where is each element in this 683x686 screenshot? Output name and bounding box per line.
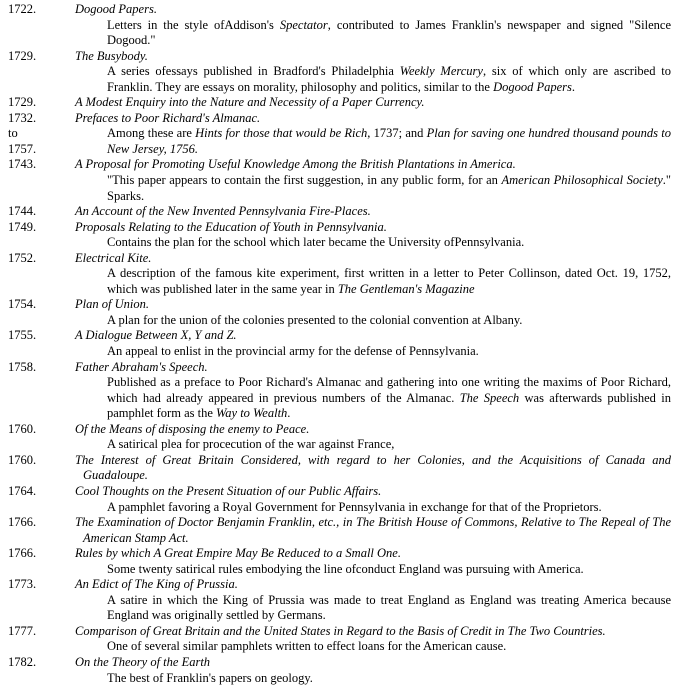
bibliography-entry xyxy=(8,111,671,158)
description-text-segment: , six of which only are ascribed to Franklin. They are essays on morality, philosophy and politics, similar to the xyxy=(107,64,671,94)
bibliography-entry xyxy=(8,328,671,359)
description-text-segment: A description of the famous kite experiment, first written in a letter to Peter Collinson, dated Oct. 19, 1752, which was published later in the same year in xyxy=(107,266,671,296)
work-description xyxy=(107,173,671,204)
work-description xyxy=(107,313,671,329)
entry-content xyxy=(75,453,671,484)
bibliography-entry xyxy=(8,360,671,422)
description-text-segment: A satire in which the King of Prussia was made to treat England as England was treating America because England was originally settled by Germans. xyxy=(107,592,671,623)
entry-year-column xyxy=(8,515,75,531)
bibliography-entry xyxy=(8,484,671,515)
entry-year: 1764. xyxy=(8,483,37,498)
description-text-segment: Some twenty satirical rules embodying the line ofconduct England was pursuing with America. xyxy=(107,561,584,576)
entry-year: 1766. xyxy=(8,546,37,561)
description-text-segment: Letters in the style ofAddison's xyxy=(107,17,280,32)
work-description xyxy=(107,235,671,251)
entry-year: 1754. xyxy=(8,297,37,312)
entry-year-column xyxy=(8,655,75,671)
entry-content xyxy=(75,157,671,204)
bibliography-entry xyxy=(8,49,671,96)
description-text-segment: A pamphlet favoring a Royal Government for Pennsylvania in exchange for that of the Proprietors. xyxy=(107,499,602,514)
description-italic-segment: The Speech xyxy=(459,390,520,405)
description-text-segment: . xyxy=(571,79,576,94)
description-text-segment: , contributed to James Franklin's newspaper and signed "Silence Dogood." xyxy=(107,17,672,48)
entry-content xyxy=(75,204,671,220)
entry-year-column xyxy=(8,546,75,562)
entry-year: 1757. xyxy=(8,141,37,156)
entry-content xyxy=(75,515,671,546)
bibliography-entry xyxy=(8,577,671,624)
description-text-segment: A series ofessays published in Bradford's Philadelphia xyxy=(107,64,400,79)
entry-year-column xyxy=(8,49,75,65)
entry-content xyxy=(75,297,671,328)
entry-year: 1782. xyxy=(8,654,37,669)
entry-year: 1760. xyxy=(8,452,37,467)
work-title: Father Abraham's Speech. xyxy=(75,359,208,374)
work-description xyxy=(107,18,671,49)
work-title: The Interest of Great Britain Considered, with regard to her Colonies, and the Acquisitions of Canada and Guadaloupe. xyxy=(75,452,671,483)
entry-year: 1758. xyxy=(8,359,37,374)
entry-year: 1743. xyxy=(8,157,37,172)
entry-year-column xyxy=(8,251,75,267)
work-title: Prefaces to Poor Richard's Almanac. xyxy=(75,110,261,125)
work-title: Rules by which A Great Empire May Be Reduced to a Small One. xyxy=(75,546,401,561)
work-description xyxy=(107,266,671,297)
description-italic-segment: Weekly Mercury xyxy=(399,64,483,79)
work-title: An Account of the New Invented Pennsylvania Fire-Places. xyxy=(75,204,371,219)
entry-year-column xyxy=(8,220,75,236)
description-italic-segment: Hints for those that would be Rich xyxy=(195,126,368,141)
entry-year: to xyxy=(8,126,18,141)
description-italic-segment: Plan for saving one hundred thousand pounds to New Jersey, 1756. xyxy=(107,126,671,156)
entry-content xyxy=(75,328,671,359)
entry-year-column xyxy=(8,297,75,313)
entry-content xyxy=(75,360,671,422)
work-description xyxy=(107,562,671,578)
entry-content xyxy=(75,2,671,49)
work-title: Proposals Relating to the Education of Youth in Pennsylvania. xyxy=(75,219,387,234)
entry-year: 1729. xyxy=(8,95,37,110)
bibliography-entry xyxy=(8,220,671,251)
entry-content xyxy=(75,220,671,251)
description-text-segment: . xyxy=(287,406,291,421)
work-title: Cool Thoughts on the Present Situation of our Public Affairs. xyxy=(75,483,382,498)
work-title: A Modest Enquiry into the Nature and Necessity of a Paper Currency. xyxy=(75,95,425,110)
description-text-segment: "This paper appears to contain the first suggestion, in any public form, for an xyxy=(107,173,502,188)
work-title: Plan of Union. xyxy=(75,297,149,312)
bibliography-entry xyxy=(8,453,671,484)
entry-year: 1732. xyxy=(8,110,37,125)
entry-year: 1749. xyxy=(8,219,37,234)
work-title: On the Theory of the Earth xyxy=(75,654,211,669)
entry-year: 1752. xyxy=(8,250,37,265)
description-text-segment: Published as a preface to Poor Richard's Almanac and gathering into one writing the maxims of Poor Richard, which had already appeared in previous numbers of the Almanac. xyxy=(107,375,671,405)
work-description xyxy=(107,639,671,655)
entry-year: 1744. xyxy=(8,204,37,219)
entry-year-column xyxy=(8,484,75,500)
work-title: Comparison of Great Britain and the United States in Regard to the Basis of Credit in The Two Countries. xyxy=(75,623,606,638)
description-text-segment: A plan for the union of the colonies presented to the colonial convention at Albany. xyxy=(107,312,523,327)
entry-content xyxy=(75,49,671,96)
bibliography-entry xyxy=(8,95,671,111)
entry-year: 1766. xyxy=(8,515,37,530)
description-text-segment: An appeal to enlist in the provincial army for the defense of Pennsylvania. xyxy=(107,344,479,359)
entry-content xyxy=(75,251,671,298)
entry-year-column xyxy=(8,328,75,344)
bibliography-entry xyxy=(8,655,671,686)
description-italic-segment: The Gentleman's Magazine xyxy=(337,281,475,296)
work-title: The Examination of Doctor Benjamin Franklin, etc., in The British House of Commons, Relative to The Repeal of The American Stamp Act. xyxy=(75,515,671,545)
entry-content xyxy=(75,577,671,624)
entry-content xyxy=(75,422,671,453)
entry-year-column xyxy=(8,422,75,438)
bibliography-entry xyxy=(8,204,671,220)
bibliography-entry xyxy=(8,624,671,655)
work-description xyxy=(107,126,671,157)
work-title: Dogood Papers. xyxy=(75,2,157,16)
work-title: A Dialogue Between X, Y and Z. xyxy=(75,328,237,343)
work-title: Of the Means of disposing the enemy to Peace. xyxy=(75,421,310,436)
description-text-segment: The best of Franklin's papers on geology. xyxy=(107,670,313,685)
entry-year: 1729. xyxy=(8,48,37,63)
work-description xyxy=(107,671,671,686)
entry-year: 1760. xyxy=(8,421,37,436)
work-title: A Proposal for Promoting Useful Knowledge Among the British Plantations in America. xyxy=(75,157,516,172)
entry-content xyxy=(75,546,671,577)
entry-content xyxy=(75,624,671,655)
description-text-segment: Contains the plan for the school which later became the University ofPennsylvania. xyxy=(107,235,525,250)
bibliography-entry xyxy=(8,297,671,328)
work-description xyxy=(107,437,671,453)
bibliography-entry xyxy=(8,157,671,204)
bibliography-entry xyxy=(8,2,671,49)
description-italic-segment: Dogood Papers xyxy=(493,79,572,94)
entry-content xyxy=(75,111,671,158)
franklin-works-list xyxy=(8,2,671,686)
entry-content xyxy=(75,484,671,515)
description-italic-segment: Spectator xyxy=(279,17,328,32)
work-title: The Busybody. xyxy=(75,48,148,63)
entry-year-column xyxy=(8,111,75,158)
entry-year-column xyxy=(8,624,75,640)
work-title: Electrical Kite. xyxy=(75,250,152,265)
description-text-segment: ." Sparks. xyxy=(107,173,671,203)
description-italic-segment: American Philosophical Society xyxy=(501,173,663,188)
entry-year: 1722. xyxy=(8,2,37,16)
entry-year: 1755. xyxy=(8,328,37,343)
work-description xyxy=(107,593,671,624)
bibliography-entry xyxy=(8,546,671,577)
bibliography-entry xyxy=(8,422,671,453)
work-description xyxy=(107,375,671,422)
work-title: An Edict of The King of Prussia. xyxy=(75,577,238,592)
entry-year-column xyxy=(8,157,75,173)
description-text-segment: A satirical plea for procecution of the war against France, xyxy=(107,437,395,452)
work-description xyxy=(107,344,671,360)
description-text-segment: , 1737; and xyxy=(367,126,427,141)
work-description xyxy=(107,500,671,516)
bibliography-entry xyxy=(8,515,671,546)
entry-content xyxy=(75,95,671,111)
entry-year-column xyxy=(8,2,75,18)
entry-content xyxy=(75,655,671,686)
entry-year-column xyxy=(8,360,75,376)
description-text-segment: One of several similar pamphlets written to effect loans for the American cause. xyxy=(107,639,507,654)
entry-year-column xyxy=(8,577,75,593)
entry-year-column xyxy=(8,95,75,111)
entry-year: 1773. xyxy=(8,577,37,592)
description-italic-segment: Way to Wealth xyxy=(216,406,288,421)
entry-year: 1777. xyxy=(8,623,37,638)
entry-year-column xyxy=(8,204,75,220)
description-text-segment: Among these are xyxy=(107,126,196,141)
bibliography-entry xyxy=(8,251,671,298)
description-text-segment: was afterwards published in pamphlet form as the xyxy=(107,390,671,421)
entry-year-column xyxy=(8,453,75,469)
work-description xyxy=(107,64,671,95)
